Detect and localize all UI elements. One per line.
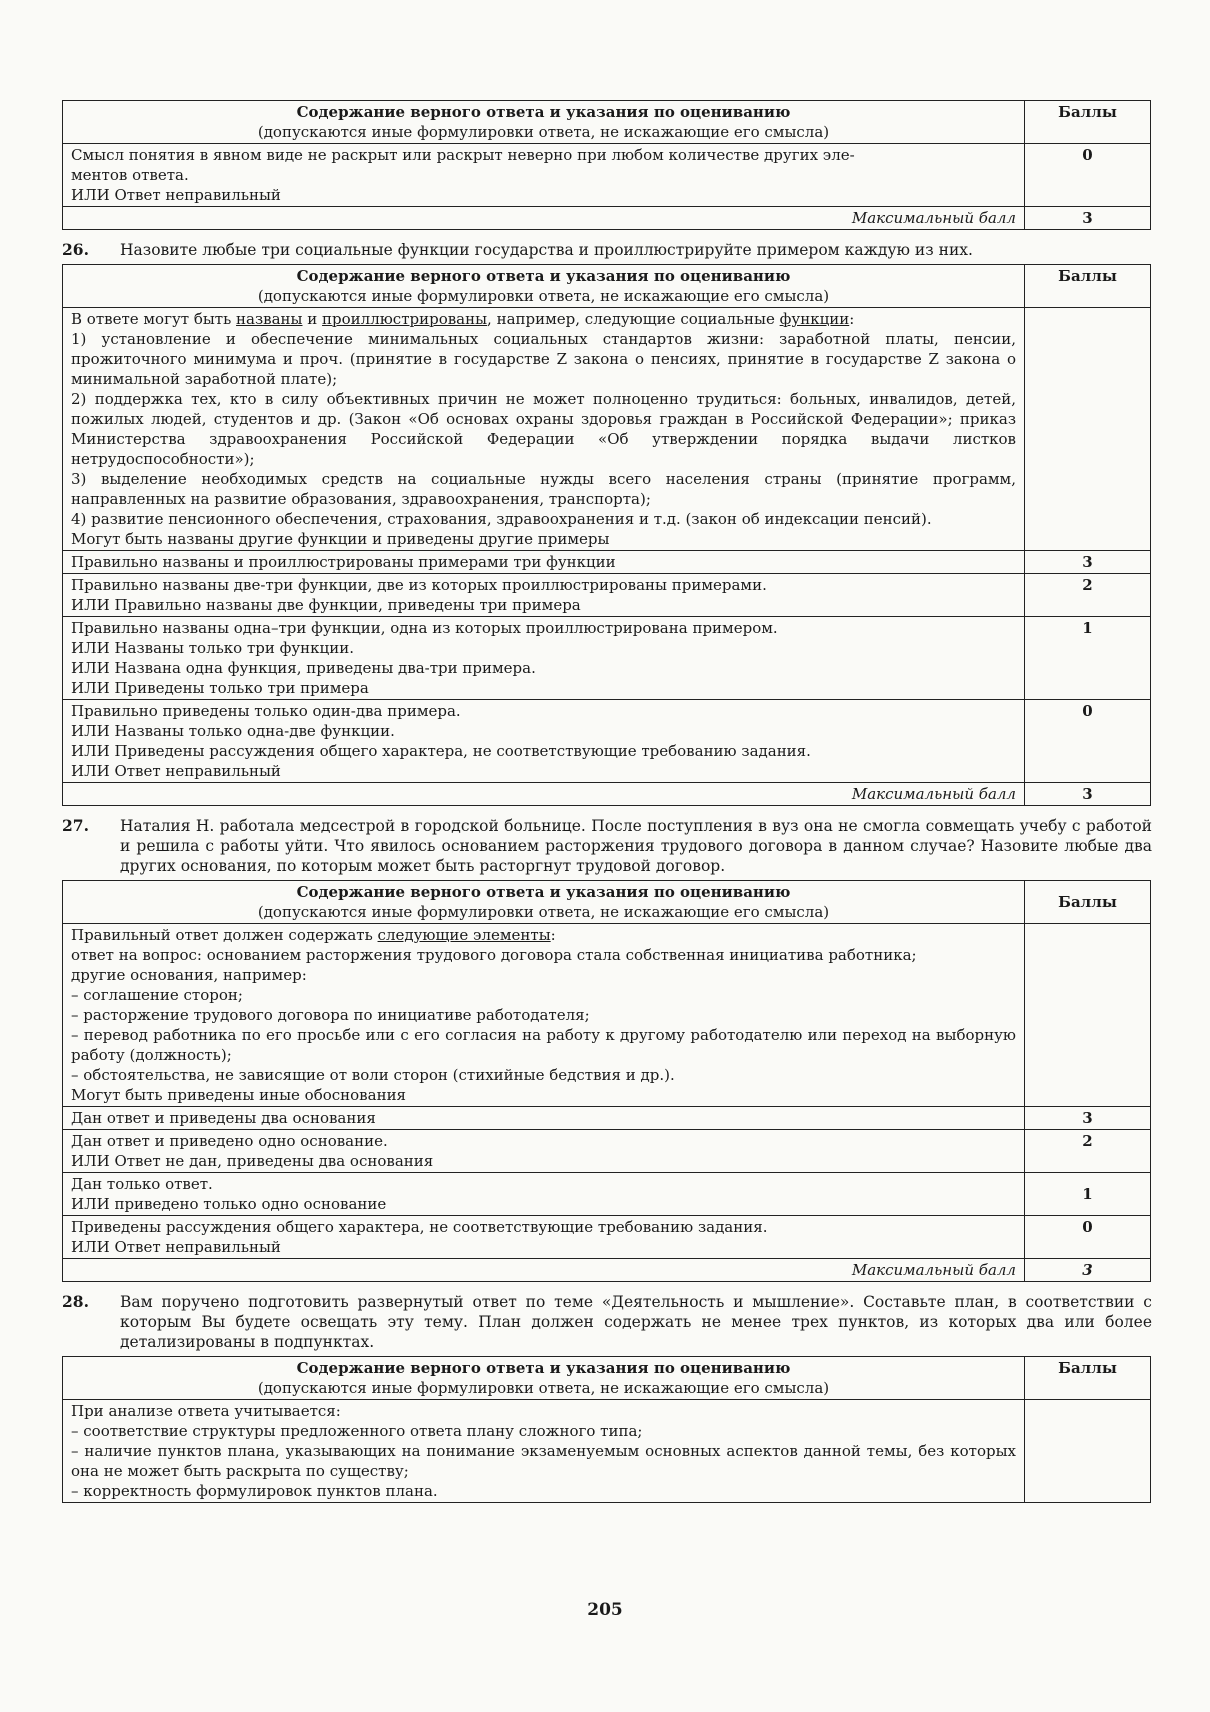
- criterion-cell: [63, 574, 1025, 617]
- header-cell: [63, 1357, 1025, 1400]
- underlined-text: проиллюстрированы: [322, 310, 488, 328]
- max-score-row: [63, 1259, 1151, 1282]
- task-27: [62, 816, 1152, 876]
- criterion-cell: [63, 144, 1025, 207]
- table-row: [63, 1130, 1151, 1173]
- criterion-cell: [63, 700, 1025, 783]
- header-cell: [63, 881, 1025, 924]
- score-cell: 1: [1025, 617, 1151, 700]
- criterion-line: ИЛИ Названа одна функция, приведены два-три примера.: [71, 659, 536, 677]
- table-row: [63, 617, 1151, 700]
- criterion-line: Правильно названы и проиллюстрированы примерами три функции: [71, 553, 616, 571]
- text-fragment: :: [849, 310, 855, 328]
- answer-paragraph: 3) выделение необходимых средств на социальные нужды всего населения страны (принятие программ, направленных на развитие образования, здравоохранения, транспорта);: [71, 470, 1016, 508]
- score-cell: 2: [1025, 1130, 1151, 1173]
- text-fragment: :: [550, 926, 556, 944]
- criterion-line: Правильно названы две-три функции, две из которых проиллюстрированы примерами.: [71, 576, 767, 594]
- answer-paragraph: – расторжение трудового договора по инициативе работодателя;: [71, 1006, 590, 1024]
- answer-paragraph: – корректность формулировок пунктов плана.: [71, 1482, 438, 1500]
- criterion-line: ИЛИ Приведены рассуждения общего характера, не соответствующие требованию задания.: [71, 742, 811, 760]
- table-header-row: [63, 101, 1151, 144]
- task-number: 27.: [62, 816, 89, 835]
- answer-paragraph: 4) развитие пенсионного обеспечения, страхования, здравоохранения и т.д. (закон об индексации пенсий).: [71, 510, 932, 528]
- answer-content: [63, 924, 1025, 1107]
- criterion-cell: [63, 1173, 1025, 1216]
- empty-score-cell: [1025, 1400, 1151, 1503]
- task-number: 26.: [62, 240, 89, 259]
- task-text: Вам поручено подготовить развернутый ответ по теме «Деятельность и мышление». Составьте план, в соответствии с которым Вы будете освещать эту тему. План должен содержать не менее трех пунктов, из которых два или более детализированы в подпунктах.: [120, 1293, 1152, 1351]
- score-cell: 3: [1025, 551, 1151, 574]
- criterion-line: ИЛИ приведено только одно основание: [71, 1195, 387, 1213]
- header-subtitle: (допускаются иные формулировки ответа, не искажающие его смысла): [257, 1379, 830, 1397]
- criterion-line: ИЛИ Названы только одна-две функции.: [71, 722, 395, 740]
- criterion-cell: [63, 617, 1025, 700]
- task-26: [62, 240, 1152, 260]
- criteria-table-25: [62, 100, 1151, 230]
- criterion-line: ИЛИ Правильно названы две функции, приведены три примера: [71, 596, 581, 614]
- empty-score-cell: [1025, 308, 1151, 551]
- criterion-line: Дан только ответ.: [71, 1175, 213, 1193]
- answer-paragraph: ответ на вопрос: основанием расторжения трудового договора стала собственная инициатива работника;: [71, 946, 917, 964]
- max-score-value: 3: [1025, 207, 1151, 230]
- answer-paragraph: При анализе ответа учитывается:: [71, 1402, 341, 1420]
- score-column-header: Баллы: [1025, 265, 1151, 308]
- answer-intro: [71, 309, 1016, 329]
- table-row: [63, 1173, 1151, 1216]
- underlined-text: названы: [236, 310, 303, 328]
- table-row: [63, 1216, 1151, 1259]
- header-title: Содержание верного ответа и указания по оцениванию: [296, 883, 791, 901]
- text-fragment: , например, следующие социальные: [487, 310, 780, 328]
- criteria-table-28: [62, 1356, 1151, 1503]
- page-content: [62, 100, 1152, 1503]
- criterion-cell: [63, 1107, 1025, 1130]
- answer-paragraph: – перевод работника по его просьбе или с его согласия на работу к другому работодателю или переход на выборную работу (должность);: [71, 1026, 1016, 1064]
- max-score-value: 3: [1025, 783, 1151, 806]
- max-score-label: Максимальный балл: [63, 207, 1025, 230]
- task-text: Назовите любые три социальные функции государства и проиллюстрируйте примером каждую из них.: [120, 241, 973, 259]
- score-cell: 0: [1025, 1216, 1151, 1259]
- answer-paragraph: – наличие пунктов плана, указывающих на понимание экзаменуемым основных аспектов данной темы, без которых она не может быть раскрыта по существу;: [71, 1442, 1016, 1480]
- empty-score-cell: [1025, 924, 1151, 1107]
- answer-content-row: [63, 1400, 1151, 1503]
- max-score-row: [63, 207, 1151, 230]
- table-header-row: [63, 881, 1151, 924]
- task-text: Наталия Н. работала медсестрой в городской больнице. После поступления в вуз она не смогла совмещать учебу с работой и решила с работы уйти. Что явилось основанием расторжения трудового договора в данном случае? Назовите любые два других основания, по которым может быть расторгнут трудовой договор.: [120, 817, 1152, 875]
- criterion-line: Приведены рассуждения общего характера, не соответствующие требованию задания.: [71, 1218, 768, 1236]
- answer-paragraph: Могут быть приведены иные обоснования: [71, 1086, 407, 1104]
- score-cell: 1: [1025, 1173, 1151, 1216]
- answer-content: [63, 308, 1025, 551]
- table-row: [63, 574, 1151, 617]
- underlined-text: следующие элементы: [377, 926, 551, 944]
- answer-paragraph: Могут быть названы другие функции и приведены другие примеры: [71, 530, 610, 548]
- criterion-cell: [63, 1130, 1025, 1173]
- criterion-line: ИЛИ Ответ не дан, приведены два основания: [71, 1152, 434, 1170]
- criterion-line: ИЛИ Названы только три функции.: [71, 639, 354, 657]
- max-score-value: 3: [1025, 1259, 1151, 1282]
- criteria-table-26: [62, 264, 1151, 806]
- table-row: [63, 700, 1151, 783]
- task-28: [62, 1292, 1152, 1352]
- score-cell: 2: [1025, 574, 1151, 617]
- score-cell: 0: [1025, 144, 1151, 207]
- max-score-row: [63, 783, 1151, 806]
- header-subtitle: (допускаются иные формулировки ответа, не искажающие его смысла): [257, 123, 830, 141]
- criterion-line: ИЛИ Ответ неправильный: [71, 186, 281, 204]
- score-column-header: Баллы: [1025, 101, 1151, 144]
- criterion-line: ментов ответа.: [71, 166, 189, 184]
- criterion-line: Правильно названы одна–три функции, одна из которых проиллюстрирована примером.: [71, 619, 778, 637]
- text-fragment: Правильный ответ должен содержать: [71, 926, 378, 944]
- answer-paragraph: 1) установление и обеспечение минимальных социальных стандартов жизни: заработной платы, пенсии, прожиточного минимума и проч. (принятие в государстве Z закона о пенсиях, принятие в государстве Z закона о минимальной заработной плате);: [71, 330, 1016, 388]
- header-subtitle: (допускаются иные формулировки ответа, не искажающие его смысла): [257, 287, 830, 305]
- header-title: Содержание верного ответа и указания по оцениванию: [296, 267, 791, 285]
- answer-content-row: [63, 308, 1151, 551]
- table-row: [63, 144, 1151, 207]
- page-number: 205: [587, 1600, 623, 1620]
- header-cell: [63, 101, 1025, 144]
- score-cell: 3: [1025, 1107, 1151, 1130]
- criterion-cell: [63, 1216, 1025, 1259]
- task-number: 28.: [62, 1292, 89, 1311]
- score-column-header: Баллы: [1025, 1357, 1151, 1400]
- score-cell: 0: [1025, 700, 1151, 783]
- header-title: Содержание верного ответа и указания по оцениванию: [296, 103, 791, 121]
- text-fragment: В ответе могут быть: [71, 310, 237, 328]
- score-column-header: Баллы: [1025, 881, 1151, 924]
- table-header-row: [63, 1357, 1151, 1400]
- underlined-text: функции: [779, 310, 850, 328]
- max-score-label: Максимальный балл: [63, 1259, 1025, 1282]
- header-title: Содержание верного ответа и указания по оцениванию: [296, 1359, 791, 1377]
- criterion-cell: [63, 551, 1025, 574]
- table-header-row: [63, 265, 1151, 308]
- criterion-line: ИЛИ Ответ неправильный: [71, 1238, 281, 1256]
- answer-paragraph: – соответствие структуры предложенного ответа плану сложного типа;: [71, 1422, 643, 1440]
- criterion-line: ИЛИ Приведены только три примера: [71, 679, 369, 697]
- answer-paragraph: – соглашение сторон;: [71, 986, 243, 1004]
- criteria-table-27: [62, 880, 1151, 1282]
- answer-paragraph: другие основания, например:: [71, 966, 307, 984]
- answer-content-row: [63, 924, 1151, 1107]
- answer-paragraph: 2) поддержка тех, кто в силу объективных причин не может полноценно трудиться: больных, инвалидов, детей, пожилых людей, студентов и др. (Закон «Об основах охраны здоровья граждан в Российской Федерации»; приказ Министерства здравоохранения Российской Федерации «Об утверждении порядка выдачи листков нетрудоспособности»);: [71, 390, 1016, 468]
- criterion-line: ИЛИ Ответ неправильный: [71, 762, 281, 780]
- criterion-line: Дан ответ и приведены два основания: [71, 1109, 376, 1127]
- answer-content: [63, 1400, 1025, 1503]
- max-score-label: Максимальный балл: [63, 783, 1025, 806]
- table-row: [63, 551, 1151, 574]
- answer-paragraph: – обстоятельства, не зависящие от воли сторон (стихийные бедствия и др.).: [71, 1066, 675, 1084]
- table-row: [63, 1107, 1151, 1130]
- criterion-line: Дан ответ и приведено одно основание.: [71, 1132, 388, 1150]
- header-cell: [63, 265, 1025, 308]
- answer-intro: [71, 925, 1016, 945]
- header-subtitle: (допускаются иные формулировки ответа, не искажающие его смысла): [257, 903, 830, 921]
- criterion-line: Правильно приведены только один-два примера.: [71, 702, 461, 720]
- criterion-line: Смысл понятия в явном виде не раскрыт или раскрыт неверно при любом количестве других эле-: [71, 146, 855, 164]
- text-fragment: и: [302, 310, 323, 328]
